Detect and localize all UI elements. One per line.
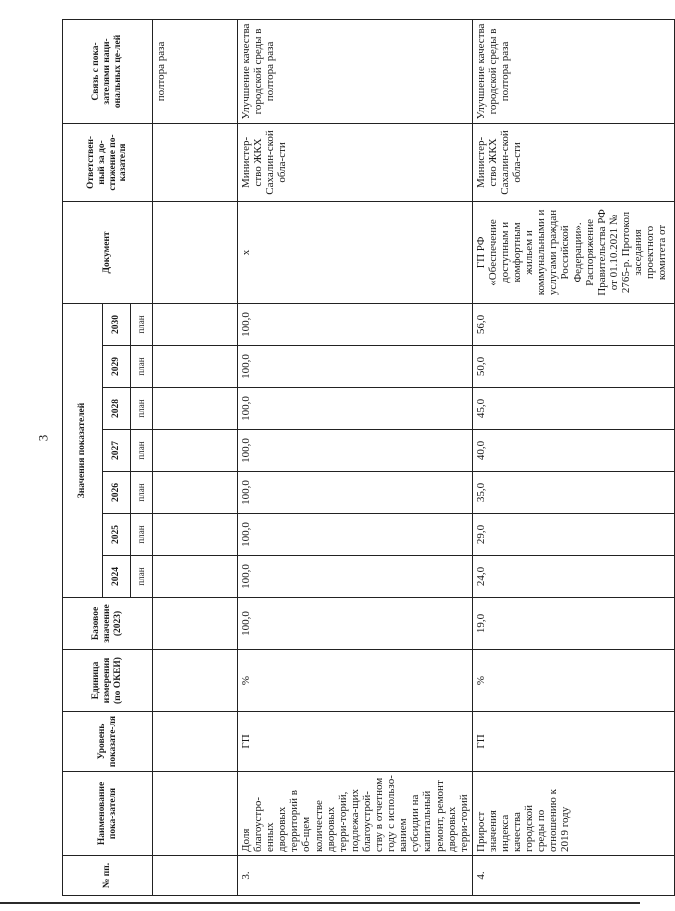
table-row xyxy=(472,19,674,895)
row-0-value-2026 xyxy=(153,472,238,514)
row-0-unit xyxy=(153,650,238,712)
row-2-name: Прирост значения индекса качества городской среды по отношению к 2019 году xyxy=(472,772,674,856)
header-year-2029: 2029 xyxy=(103,346,131,388)
row-1-unit: % xyxy=(238,650,473,712)
row-1-responsible: Министер-ство ЖКХ Сахалин-ской обла-сти xyxy=(238,123,473,201)
row-2-num: 4. xyxy=(472,856,674,896)
row-2-unit: % xyxy=(472,650,674,712)
row-1-value-2028: 100,0 xyxy=(238,388,473,430)
row-0-value-2025 xyxy=(153,514,238,556)
page-number: 3 xyxy=(35,434,51,442)
header-year-2027: 2027 xyxy=(103,430,131,472)
header-plan-2027: план xyxy=(131,430,153,472)
row-0-level xyxy=(153,712,238,772)
row-0-value-2027 xyxy=(153,430,238,472)
header-values-group: Значения показателей xyxy=(63,303,103,597)
header-year-2026: 2026 xyxy=(103,472,131,514)
row-0-document xyxy=(153,201,238,303)
header-document: Документ xyxy=(63,201,153,303)
row-0-value-2024 xyxy=(153,556,238,598)
header-name: Наименование пока-зателя xyxy=(63,772,153,856)
row-0-value-2029 xyxy=(153,346,238,388)
row-2-value-2028: 45,0 xyxy=(472,388,674,430)
row-2-base: 19,0 xyxy=(472,598,674,650)
row-2-value-2025: 29,0 xyxy=(472,514,674,556)
header-unit: Единица измерения (по ОКЕИ) xyxy=(63,650,153,712)
row-2-value-2024: 24,0 xyxy=(472,556,674,598)
row-2-value-2026: 35,0 xyxy=(472,472,674,514)
header-plan-2026: план xyxy=(131,472,153,514)
row-0-responsible xyxy=(153,123,238,201)
row-1-base: 100,0 xyxy=(238,598,473,650)
header-level: Уровень показате-ля xyxy=(63,712,153,772)
header-year-2024: 2024 xyxy=(103,556,131,598)
header-year-2025: 2025 xyxy=(103,514,131,556)
row-2-value-2029: 50,0 xyxy=(472,346,674,388)
header-year-2028: 2028 xyxy=(103,388,131,430)
row-2-responsible: Министер-ство ЖКХ Сахалин-ской обла-сти xyxy=(472,123,674,201)
row-2-document: ГП РФ «Обеспечение доступным и комфортным жильем и коммунальными и услугами граждан Российской Федерации». Распоряжение Правительства РФ от 01.10.2021 № 2765-р. Протокол заседания проектного комитета от xyxy=(472,201,674,303)
row-1-document: x xyxy=(238,201,473,303)
header-plan-2024: план xyxy=(131,556,153,598)
row-1-link: Улучшение качества городской среды в полтора раза xyxy=(238,19,473,123)
row-2-link: Улучшение качества городской среды в полтора раза xyxy=(472,19,674,123)
row-1-value-2024: 100,0 xyxy=(238,556,473,598)
header-base: Базовое значение (2023) xyxy=(63,598,153,650)
row-0-base xyxy=(153,598,238,650)
row-1-value-2025: 100,0 xyxy=(238,514,473,556)
row-1-num: 3. xyxy=(238,856,473,896)
header-plan-2029: план xyxy=(131,346,153,388)
header-plan-2028: план xyxy=(131,388,153,430)
header-link: Связь с пока-зателями наци-ональных це-лей xyxy=(63,19,153,123)
row-1-value-2029: 100,0 xyxy=(238,346,473,388)
table-row xyxy=(238,19,473,895)
header-responsible: Ответствен-ный за до-стижение по-казателя xyxy=(63,123,153,201)
row-2-value-2030: 56,0 xyxy=(472,303,674,345)
row-1-level: ГП xyxy=(238,712,473,772)
row-0-num xyxy=(153,856,238,896)
row-0-value-2030 xyxy=(153,303,238,345)
table-row xyxy=(153,19,238,895)
header-plan-2030: план xyxy=(131,303,153,345)
header-plan-2025: план xyxy=(131,514,153,556)
row-0-name xyxy=(153,772,238,856)
row-0-link: полтора раза xyxy=(153,19,238,123)
indicators-table xyxy=(62,19,675,896)
row-0-value-2028 xyxy=(153,388,238,430)
header-year-2030: 2030 xyxy=(103,303,131,345)
row-1-value-2026: 100,0 xyxy=(238,472,473,514)
row-2-level: ГП xyxy=(472,712,674,772)
row-1-value-2027: 100,0 xyxy=(238,430,473,472)
row-1-name: Доля благоустро-енных дворовых территорий в об-щем количестве дворовых терри-торий, подлежа-щих благоустрой-ству в отчетном году с использо-ванием субсидии на капитальный ремонт, ремонт дворовых терри-торий xyxy=(238,772,473,856)
indicators-table-rotated xyxy=(62,20,669,896)
scan-bottom-edge xyxy=(0,902,640,904)
row-1-value-2030: 100,0 xyxy=(238,303,473,345)
row-2-value-2027: 40,0 xyxy=(472,430,674,472)
header-num: № пп. xyxy=(63,856,153,896)
